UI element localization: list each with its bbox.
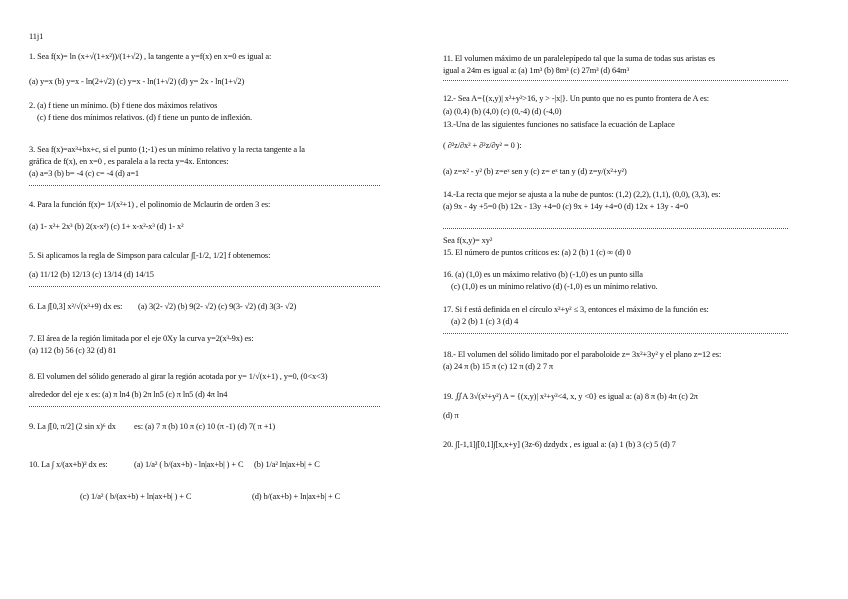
question-14-line-1: 14.-La recta que mejor se ajusta a la nube de puntos: (1,2) (2,2), (1,1), (0,0), (3,3), es: — [443, 190, 721, 199]
question-12-stem: 12.- Sea A={(x,y)| x²+y²>16, y > -|x|}. Un punto que no es punto frontera de A es: — [443, 94, 710, 103]
question-9-stem: 9. La ∫[0, π/2] (2 sin x)⁶ dx — [29, 422, 116, 431]
question-19-line-2: (d) π — [443, 411, 459, 420]
question-1-options: (a) y=x (b) y=x - ln(2+√2) (c) y=x - ln(1+√2) (d) y= 2x - ln(1+√2) — [29, 77, 245, 86]
question-13-equation: ( ∂²z/∂x² + ∂²z/∂y² = 0 ): — [443, 141, 522, 150]
question-20-stem: 20. ∫[-1,1]∫[0,1]∫[x,x+y] (3z-6) dzdydx , es igual a: (a) 1 (b) 3 (c) 5 (d) 7 — [443, 440, 676, 449]
question-11-line-2: igual a 24m es igual a: (a) 1m³ (b) 8m³ (c) 27m³ (d) 64m³ — [443, 66, 629, 75]
question-14-line-2: (a) 9x - 4y +5=0 (b) 12x - 13y +4=0 (c) 9x + 14y +4=0 (d) 12x + 13y - 4=0 — [443, 202, 689, 211]
question-3-line-1: 3. Sea f(x)=ax³+bx+c, si el punto (1;-1) es un mínimo relativo y la recta tangente a la — [29, 145, 305, 154]
question-1-stem: 1. Sea f(x)= ln (x+√(1+x²))/(1+√2) , la tangente a y=f(x) en x=0 es igual a: — [29, 52, 272, 61]
exam-code: 11j1 — [29, 32, 44, 41]
question-11-line-1: 11. El volumen máximo de un paralelepípedo tal que la suma de todas sus aristas es — [443, 54, 715, 63]
question-10-option-c: (c) 1/a² ( b/(ax+b) + ln|ax+b| ) + C — [80, 492, 192, 501]
question-2-line-1: 2. (a) f tiene un mínimo. (b) f tiene dos máximos relativos — [29, 101, 218, 110]
question-2-line-2: (c) f tiene dos mínimos relativos. (d) f tiene un punto de inflexión. — [37, 113, 252, 122]
question-5-stem: 5. Si aplicamos la regla de Simpson para calcular ∫[-1/2, 1/2] f obtenemos: — [29, 251, 271, 260]
question-6-stem: 6. La ∫[0,3] x²/√(x³+9) dx es: — [29, 302, 123, 311]
question-6-options: (a) 3(2- √2) (b) 9(2- √2) (c) 9(3- √2) (d) 3(3- √2) — [138, 302, 297, 311]
question-15-stem: 15. El número de puntos críticos es: (a) 2 (b) 1 (c) ∞ (d) 0 — [443, 248, 631, 257]
question-17-options: (a) 2 (b) 1 (c) 3 (d) 4 — [451, 317, 519, 326]
question-8-line-1: 8. El volumen del sólido generado al girar la región acotada por y= 1/√(x+1) , y=0, (0<x<3) — [29, 372, 328, 381]
question-8-line-2: alrededor del eje x es: (a) π ln4 (b) 2π ln5 (c) π ln5 (d) 4π ln4 — [29, 390, 228, 399]
question-9-options: es: (a) 7 π (b) 10 π (c) 10 (π -1) (d) 7( π +1) — [134, 422, 276, 431]
question-19-line-1: 19. ∬A 3√(x²+y²) A = {(x,y)| x²+y²<4, x, y <0} es igual a: (a) 8 π (b) 4π (c) 2π — [443, 392, 698, 401]
question-18-stem: 18.- El volumen del sólido limitado por el paraboloide z= 3x²+3y² y el plano z=12 es: — [443, 350, 722, 359]
divider — [443, 228, 788, 229]
divider — [443, 333, 788, 334]
question-10-option-d: (d) b/(ax+b) + ln|ax+b| + C — [252, 492, 341, 501]
question-10-option-b: (b) 1/a² ln|ax+b| + C — [254, 460, 320, 469]
divider — [29, 286, 380, 287]
question-13-stem: 13.-Una de las siguientes funciones no satisface la ecuación de Laplace — [443, 120, 675, 129]
question-10-stem: 10. La ∫ x/(ax+b)² dx es: — [29, 460, 108, 469]
question-5-options: (a) 11/12 (b) 12/13 (c) 13/14 (d) 14/15 — [29, 270, 154, 279]
question-17-stem: 17. Si f está definida en el círculo x²+y² ≤ 3, entonces el máximo de la función es: — [443, 305, 709, 314]
divider — [443, 80, 788, 81]
question-16-line-2: (c) (1,0) es un mínimo relativo (d) (-1,0) es un mínimo relativo. — [451, 282, 658, 291]
question-3-options: (a) a=3 (b) b= -4 (c) c= -4 (d) a=1 — [29, 169, 140, 178]
divider — [29, 406, 380, 407]
question-15-intro: Sea f(x,y)= xy² — [443, 236, 493, 245]
question-4-options: (a) 1- x²+ 2x³ (b) 2(x-x²) (c) 1+ x-x²-x³ (d) 1- x² — [29, 222, 184, 231]
question-10-option-a: (a) 1/a² ( b/(ax+b) - ln|ax+b| ) + C — [134, 460, 244, 469]
question-4-stem: 4. Para la función f(x)= 1/(x²+1) , el polinomio de Mclaurin de orden 3 es: — [29, 200, 271, 209]
divider — [29, 185, 380, 186]
question-18-options: (a) 24 π (b) 15 π (c) 12 π (d) 2 7 π — [443, 362, 554, 371]
question-16-line-1: 16. (a) (1,0) es un máximo relativo (b) (-1,0) es un punto silla — [443, 270, 643, 279]
question-12-options: (a) (0,4) (b) (4,0) (c) (0,-4) (d) (-4,0) — [443, 107, 562, 116]
question-3-line-2: gráfica de f(x), en x=0 , es paralela a la recta y=4x. Entonces: — [29, 157, 229, 166]
question-7-options: (a) 112 (b) 56 (c) 32 (d) 81 — [29, 346, 117, 355]
question-7-stem: 7. El área de la región limitada por el eje 0Xy la curva y=2(x³-9x) es: — [29, 334, 254, 343]
question-13-options: (a) z=x² - y² (b) z=eˣ sen y (c) z= eˣ tan y (d) z=y/(x²+y²) — [443, 167, 627, 176]
